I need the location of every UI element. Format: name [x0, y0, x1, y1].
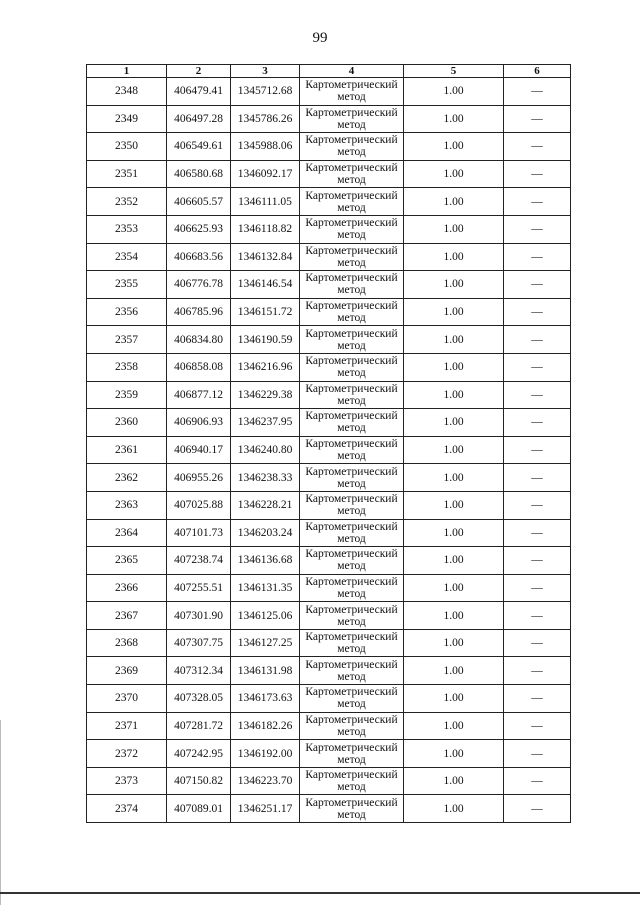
x-coordinate-cell: 407238.74	[167, 547, 231, 575]
header-col-2: 2	[167, 65, 231, 78]
y-coordinate-cell: 1346238.33	[231, 464, 300, 492]
point-number-cell: 2353	[87, 215, 167, 243]
bottom-rule	[0, 892, 640, 894]
method-cell: Картометрический метод	[300, 685, 404, 713]
y-coordinate-cell: 1346240.80	[231, 436, 300, 464]
accuracy-cell: 1.00	[404, 767, 504, 795]
table-row	[87, 188, 571, 216]
y-coordinate-cell: 1346151.72	[231, 298, 300, 326]
y-coordinate-cell: 1346237.95	[231, 409, 300, 437]
x-coordinate-cell: 407281.72	[167, 712, 231, 740]
header-col-6: 6	[504, 65, 571, 78]
table-row	[87, 215, 571, 243]
point-number-cell: 2362	[87, 464, 167, 492]
note-cell: —	[504, 78, 571, 106]
table-row	[87, 326, 571, 354]
accuracy-cell: 1.00	[404, 298, 504, 326]
point-number-cell: 2364	[87, 519, 167, 547]
note-cell: —	[504, 160, 571, 188]
x-coordinate-cell: 406877.12	[167, 381, 231, 409]
y-coordinate-cell: 1346228.21	[231, 491, 300, 519]
accuracy-cell: 1.00	[404, 574, 504, 602]
point-number-cell: 2348	[87, 78, 167, 106]
x-coordinate-cell: 406683.56	[167, 243, 231, 271]
point-number-cell: 2370	[87, 685, 167, 713]
x-coordinate-cell: 406625.93	[167, 215, 231, 243]
method-cell: Картометрический метод	[300, 326, 404, 354]
y-coordinate-cell: 1345712.68	[231, 78, 300, 106]
table-row	[87, 767, 571, 795]
method-cell: Картометрический метод	[300, 409, 404, 437]
y-coordinate-cell: 1346216.96	[231, 353, 300, 381]
note-cell: —	[504, 574, 571, 602]
y-coordinate-cell: 1346173.63	[231, 685, 300, 713]
note-cell: —	[504, 215, 571, 243]
y-coordinate-cell: 1346092.17	[231, 160, 300, 188]
scan-edge-line	[0, 720, 1, 905]
y-coordinate-cell: 1346125.06	[231, 602, 300, 630]
accuracy-cell: 1.00	[404, 685, 504, 713]
note-cell: —	[504, 271, 571, 299]
y-coordinate-cell: 1346131.35	[231, 574, 300, 602]
note-cell: —	[504, 491, 571, 519]
page-number: 99	[312, 30, 328, 46]
y-coordinate-cell: 1346132.84	[231, 243, 300, 271]
x-coordinate-cell: 407312.34	[167, 657, 231, 685]
table-row	[87, 133, 571, 161]
method-cell: Картометрический метод	[300, 547, 404, 575]
point-number-cell: 2363	[87, 491, 167, 519]
point-number-cell: 2354	[87, 243, 167, 271]
y-coordinate-cell: 1346146.54	[231, 271, 300, 299]
method-cell: Картометрический метод	[300, 657, 404, 685]
note-cell: —	[504, 602, 571, 630]
method-cell: Картометрический метод	[300, 188, 404, 216]
header-col-3: 3	[231, 65, 300, 78]
point-number-cell: 2365	[87, 547, 167, 575]
method-cell: Картометрический метод	[300, 464, 404, 492]
x-coordinate-cell: 406497.28	[167, 105, 231, 133]
x-coordinate-cell: 406776.78	[167, 271, 231, 299]
accuracy-cell: 1.00	[404, 381, 504, 409]
table-row	[87, 795, 571, 823]
x-coordinate-cell: 407242.95	[167, 740, 231, 768]
x-coordinate-cell: 406580.68	[167, 160, 231, 188]
point-number-cell: 2356	[87, 298, 167, 326]
point-number-cell: 2369	[87, 657, 167, 685]
accuracy-cell: 1.00	[404, 712, 504, 740]
accuracy-cell: 1.00	[404, 657, 504, 685]
table-row	[87, 105, 571, 133]
table-row	[87, 740, 571, 768]
table-row	[87, 160, 571, 188]
note-cell: —	[504, 188, 571, 216]
method-cell: Картометрический метод	[300, 767, 404, 795]
y-coordinate-cell: 1346192.00	[231, 740, 300, 768]
x-coordinate-cell: 407150.82	[167, 767, 231, 795]
method-cell: Картометрический метод	[300, 712, 404, 740]
y-coordinate-cell: 1346182.26	[231, 712, 300, 740]
table-row	[87, 574, 571, 602]
point-number-cell: 2351	[87, 160, 167, 188]
note-cell: —	[504, 133, 571, 161]
accuracy-cell: 1.00	[404, 491, 504, 519]
note-cell: —	[504, 326, 571, 354]
note-cell: —	[504, 353, 571, 381]
point-number-cell: 2371	[87, 712, 167, 740]
method-cell: Картометрический метод	[300, 298, 404, 326]
y-coordinate-cell: 1345786.26	[231, 105, 300, 133]
method-cell: Картометрический метод	[300, 602, 404, 630]
point-number-cell: 2361	[87, 436, 167, 464]
point-number-cell: 2368	[87, 629, 167, 657]
y-coordinate-cell: 1346251.17	[231, 795, 300, 823]
x-coordinate-cell: 406906.93	[167, 409, 231, 437]
point-number-cell: 2373	[87, 767, 167, 795]
y-coordinate-cell: 1345988.06	[231, 133, 300, 161]
accuracy-cell: 1.00	[404, 519, 504, 547]
point-number-cell: 2358	[87, 353, 167, 381]
note-cell: —	[504, 519, 571, 547]
method-cell: Картометрический метод	[300, 491, 404, 519]
note-cell: —	[504, 243, 571, 271]
x-coordinate-cell: 406940.17	[167, 436, 231, 464]
accuracy-cell: 1.00	[404, 160, 504, 188]
method-cell: Картометрический метод	[300, 740, 404, 768]
accuracy-cell: 1.00	[404, 105, 504, 133]
y-coordinate-cell: 1346229.38	[231, 381, 300, 409]
note-cell: —	[504, 712, 571, 740]
point-number-cell: 2367	[87, 602, 167, 630]
method-cell: Картометрический метод	[300, 519, 404, 547]
x-coordinate-cell: 406858.08	[167, 353, 231, 381]
x-coordinate-cell: 406785.96	[167, 298, 231, 326]
accuracy-cell: 1.00	[404, 436, 504, 464]
table-row	[87, 353, 571, 381]
y-coordinate-cell: 1346118.82	[231, 215, 300, 243]
accuracy-cell: 1.00	[404, 629, 504, 657]
header-col-4: 4	[300, 65, 404, 78]
method-cell: Картометрический метод	[300, 353, 404, 381]
accuracy-cell: 1.00	[404, 133, 504, 161]
note-cell: —	[504, 767, 571, 795]
point-number-cell: 2366	[87, 574, 167, 602]
accuracy-cell: 1.00	[404, 547, 504, 575]
table-row	[87, 271, 571, 299]
table-header	[87, 65, 571, 78]
y-coordinate-cell: 1346223.70	[231, 767, 300, 795]
note-cell: —	[504, 685, 571, 713]
note-cell: —	[504, 464, 571, 492]
table-row	[87, 436, 571, 464]
y-coordinate-cell: 1346127.25	[231, 629, 300, 657]
x-coordinate-cell: 407101.73	[167, 519, 231, 547]
point-number-cell: 2349	[87, 105, 167, 133]
method-cell: Картометрический метод	[300, 160, 404, 188]
table-body	[87, 78, 571, 823]
method-cell: Картометрический метод	[300, 105, 404, 133]
note-cell: —	[504, 298, 571, 326]
table-row	[87, 298, 571, 326]
note-cell: —	[504, 547, 571, 575]
point-number-cell: 2359	[87, 381, 167, 409]
note-cell: —	[504, 409, 571, 437]
note-cell: —	[504, 381, 571, 409]
x-coordinate-cell: 407089.01	[167, 795, 231, 823]
accuracy-cell: 1.00	[404, 740, 504, 768]
method-cell: Картометрический метод	[300, 629, 404, 657]
y-coordinate-cell: 1346136.68	[231, 547, 300, 575]
table-row	[87, 491, 571, 519]
accuracy-cell: 1.00	[404, 326, 504, 354]
note-cell: —	[504, 795, 571, 823]
accuracy-cell: 1.00	[404, 464, 504, 492]
x-coordinate-cell: 406479.41	[167, 78, 231, 106]
note-cell: —	[504, 740, 571, 768]
table-row	[87, 519, 571, 547]
point-number-cell: 2355	[87, 271, 167, 299]
table-row	[87, 409, 571, 437]
x-coordinate-cell: 407301.90	[167, 602, 231, 630]
y-coordinate-cell: 1346131.98	[231, 657, 300, 685]
accuracy-cell: 1.00	[404, 215, 504, 243]
accuracy-cell: 1.00	[404, 188, 504, 216]
header-row	[87, 65, 571, 78]
header-col-5: 5	[404, 65, 504, 78]
note-cell: —	[504, 105, 571, 133]
x-coordinate-cell: 407255.51	[167, 574, 231, 602]
accuracy-cell: 1.00	[404, 795, 504, 823]
accuracy-cell: 1.00	[404, 78, 504, 106]
x-coordinate-cell: 407025.88	[167, 491, 231, 519]
point-number-cell: 2360	[87, 409, 167, 437]
table-row	[87, 657, 571, 685]
table-row	[87, 629, 571, 657]
accuracy-cell: 1.00	[404, 353, 504, 381]
table-row	[87, 78, 571, 106]
y-coordinate-cell: 1346190.59	[231, 326, 300, 354]
table-row	[87, 547, 571, 575]
method-cell: Картометрический метод	[300, 574, 404, 602]
table-row	[87, 243, 571, 271]
point-number-cell: 2372	[87, 740, 167, 768]
point-number-cell: 2374	[87, 795, 167, 823]
x-coordinate-cell: 407307.75	[167, 629, 231, 657]
method-cell: Картометрический метод	[300, 133, 404, 161]
note-cell: —	[504, 657, 571, 685]
x-coordinate-cell: 406834.80	[167, 326, 231, 354]
point-number-cell: 2350	[87, 133, 167, 161]
point-number-cell: 2357	[87, 326, 167, 354]
y-coordinate-cell: 1346111.05	[231, 188, 300, 216]
table-row	[87, 381, 571, 409]
table-row	[87, 685, 571, 713]
accuracy-cell: 1.00	[404, 243, 504, 271]
table-row	[87, 712, 571, 740]
method-cell: Картометрический метод	[300, 215, 404, 243]
table-row	[87, 602, 571, 630]
coordinates-table	[86, 64, 571, 823]
method-cell: Картометрический метод	[300, 795, 404, 823]
y-coordinate-cell: 1346203.24	[231, 519, 300, 547]
accuracy-cell: 1.00	[404, 602, 504, 630]
header-col-1: 1	[87, 65, 167, 78]
x-coordinate-cell: 407328.05	[167, 685, 231, 713]
method-cell: Картометрический метод	[300, 436, 404, 464]
method-cell: Картометрический метод	[300, 243, 404, 271]
x-coordinate-cell: 406605.57	[167, 188, 231, 216]
point-number-cell: 2352	[87, 188, 167, 216]
method-cell: Картометрический метод	[300, 381, 404, 409]
note-cell: —	[504, 629, 571, 657]
note-cell: —	[504, 436, 571, 464]
x-coordinate-cell: 406955.26	[167, 464, 231, 492]
x-coordinate-cell: 406549.61	[167, 133, 231, 161]
method-cell: Картометрический метод	[300, 78, 404, 106]
table-row	[87, 464, 571, 492]
accuracy-cell: 1.00	[404, 271, 504, 299]
method-cell: Картометрический метод	[300, 271, 404, 299]
accuracy-cell: 1.00	[404, 409, 504, 437]
